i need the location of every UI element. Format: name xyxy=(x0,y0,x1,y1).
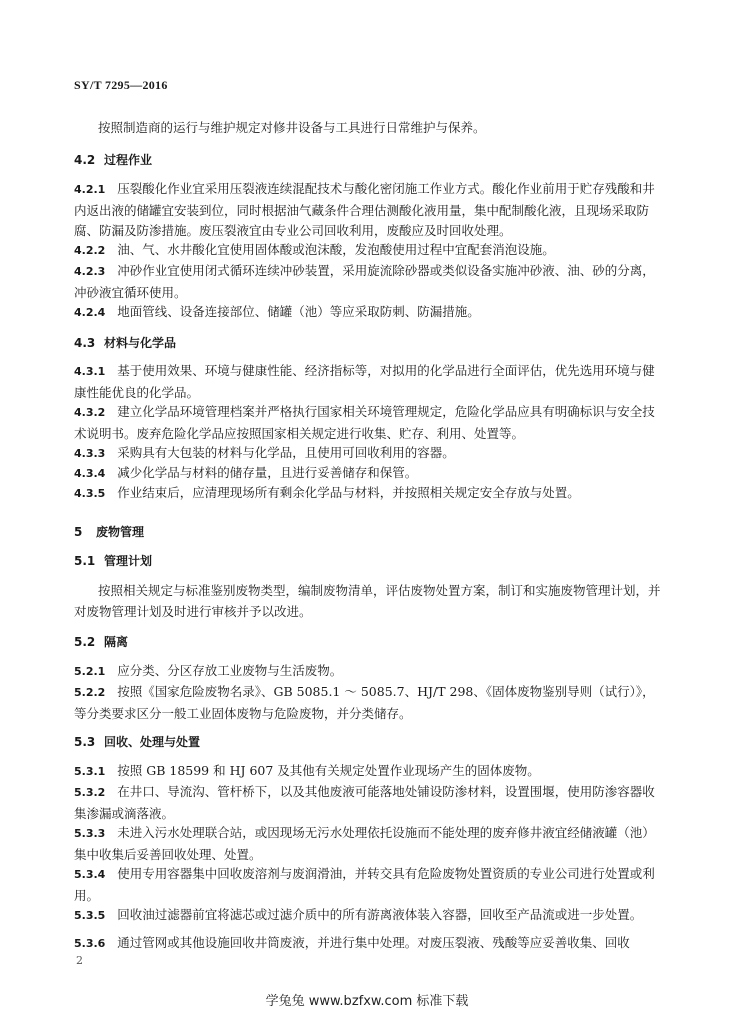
section-number: 5.3 xyxy=(74,735,96,749)
clause-5-2-1 xyxy=(74,661,662,683)
section-number: 5.2 xyxy=(74,635,96,649)
clause-text: 按照 GB 18599 和 HJ 607 及其他有关规定处置作业现场产生的固体废物。 xyxy=(117,763,540,778)
section-5-1-paragraph: 按照相关规定与标准鉴别废物类型，编制废物清单，评估废物处置方案，制订和实施废物管理计划，并对废物管理计划及时进行审核并予以改进。 xyxy=(74,583,661,619)
clause-4-2-1 xyxy=(74,179,662,242)
section-5-1-heading xyxy=(74,551,662,572)
section-number: 5.1 xyxy=(74,554,96,568)
clause-text: 使用专用容器集中回收废溶剂与废润滑油，并转交具有危险废物处置资质的专业公司进行处置或利用。 xyxy=(74,866,655,903)
clause-text: 未进入污水处理联合站，或因现场无污水处理依托设施而不能处理的废弃修井液宜经储液罐（池）集中收集后妥善回收处理、处置。 xyxy=(74,825,655,862)
clause-number: 4.3.2 xyxy=(74,406,106,419)
clause-4-2-4 xyxy=(74,302,662,324)
clause-4-3-1 xyxy=(74,361,662,403)
standard-code: SY/T 7295—2016 xyxy=(74,78,168,92)
section-title: 管理计划 xyxy=(104,554,153,568)
chapter-title: 废物管理 xyxy=(96,525,145,539)
clause-4-3-5 xyxy=(74,483,662,505)
clause-text: 减少化学品与材料的储存量，且进行妥善储存和保管。 xyxy=(117,465,418,480)
clause-text: 油、气、水井酸化宜使用固体酸或泡沫酸，发泡酸使用过程中宜配套消泡设施。 xyxy=(117,242,555,257)
chapter-number: 5 xyxy=(74,525,83,539)
clause-5-3-2 xyxy=(74,782,662,824)
clause-5-3-5 xyxy=(74,905,662,927)
clause-text: 基于使用效果、环境与健康性能、经济指标等，对拟用的化学品进行全面评估，优先选用环境与健康性能优良的化学品。 xyxy=(74,363,655,400)
clause-number: 4.2.3 xyxy=(74,265,106,278)
clause-number: 5.3.4 xyxy=(74,868,106,881)
clause-number: 5.3.6 xyxy=(74,937,106,950)
intro-paragraph: 按照制造商的运行与维护规定对修井设备与工具进行日常维护与保养。 xyxy=(98,120,486,135)
clause-text: 压裂酸化作业宜采用压裂液连续混配技术与酸化密闭施工作业方式。酸化作业前用于贮存残酸和井内返出液的储罐宜安装到位，同时根据油气藏条件合理估测酸化液用量，集中配制酸化液，且现场采取防腐、防漏及防渗措施。废压裂液宜由专业公司回收利用，废酸应及时回收处理。 xyxy=(74,181,655,238)
clause-number: 5.3.5 xyxy=(74,909,106,922)
section-5-3-heading xyxy=(74,732,662,753)
clause-4-3-3 xyxy=(74,443,662,465)
clause-text: 地面管线、设备连接部位、储罐（池）等应采取防刺、防漏措施。 xyxy=(117,304,480,319)
section-title: 过程作业 xyxy=(104,153,153,167)
footer-watermark: 学兔兔 www.bzfxw.com 标准下载 xyxy=(265,994,469,1009)
clause-5-3-1 xyxy=(74,761,662,783)
clause-text: 应分类、分区存放工业废物与生活废物。 xyxy=(117,663,343,678)
clause-number: 4.3.4 xyxy=(74,467,106,480)
clause-5-2-2 xyxy=(74,682,662,724)
clause-text: 回收油过滤器前宜将滤芯或过滤介质中的所有游离液体装入容器，回收至产品流或进一步处置。 xyxy=(117,907,643,922)
clause-number: 5.3.3 xyxy=(74,827,106,840)
clause-number: 5.2.1 xyxy=(74,665,106,678)
chapter-5-heading xyxy=(74,522,662,543)
clause-number: 4.3.3 xyxy=(74,447,106,460)
clause-5-3-3 xyxy=(74,823,662,865)
clause-text: 冲砂作业宜使用闭式循环连续冲砂装置，采用旋流除砂器或类似设备实施冲砂液、油、砂的分离，冲砂液宜循环使用。 xyxy=(74,263,655,300)
clause-text: 作业结束后，应清理现场所有剩余化学品与材料，并按照相关规定安全存放与处置。 xyxy=(117,485,580,500)
clause-4-2-3 xyxy=(74,261,662,303)
clause-text: 在井口、导流沟、管杆桥下，以及其他废液可能落地处铺设防渗材料，设置围堰，使用防渗容器收集渗漏或滴落液。 xyxy=(74,784,655,821)
section-number: 4.3 xyxy=(74,336,96,350)
page-number: 2 xyxy=(76,954,83,967)
clause-4-3-2 xyxy=(74,402,662,444)
section-title: 材料与化学品 xyxy=(104,336,177,350)
clause-5-3-4 xyxy=(74,864,662,906)
clause-number: 5.2.2 xyxy=(74,686,106,699)
clause-4-3-4 xyxy=(74,463,662,485)
section-4-2-heading xyxy=(74,150,662,171)
clause-4-2-2 xyxy=(74,240,662,262)
clause-number: 4.2.4 xyxy=(74,306,106,319)
clause-number: 5.3.2 xyxy=(74,786,106,799)
section-title: 隔离 xyxy=(104,635,129,649)
clause-number: 4.2.2 xyxy=(74,244,106,257)
clause-number: 5.3.1 xyxy=(74,765,106,778)
section-number: 4.2 xyxy=(74,153,96,167)
clause-5-3-6 xyxy=(74,933,662,953)
clause-text: 按照《国家危险废物名录》、GB 5085.1 ～ 5085.7、HJ/T 298、《固体废物鉴别导则（试行）》，等分类要求区分一般工业固体废物与危险废物，并分类储存。 xyxy=(74,684,655,721)
clause-text: 通过管网或其他设施回收井筒废液，并进行集中处理。对废压裂液、残酸等应妥善收集、回收 xyxy=(117,935,630,950)
clause-number: 4.3.5 xyxy=(74,487,106,500)
section-5-2-heading xyxy=(74,632,662,653)
clause-text: 建立化学品环境管理档案并严格执行国家相关环境管理规定，危险化学品应具有明确标识与安全技术说明书。废弃危险化学品应按照国家相关规定进行收集、贮存、利用、处置等。 xyxy=(74,404,655,441)
clause-number: 4.2.1 xyxy=(74,183,106,196)
section-4-3-heading xyxy=(74,333,662,354)
section-title: 回收、处理与处置 xyxy=(104,735,201,749)
clause-text: 采购具有大包装的材料与化学品，且使用可回收利用的容器。 xyxy=(117,445,455,460)
clause-number: 4.3.1 xyxy=(74,365,106,378)
